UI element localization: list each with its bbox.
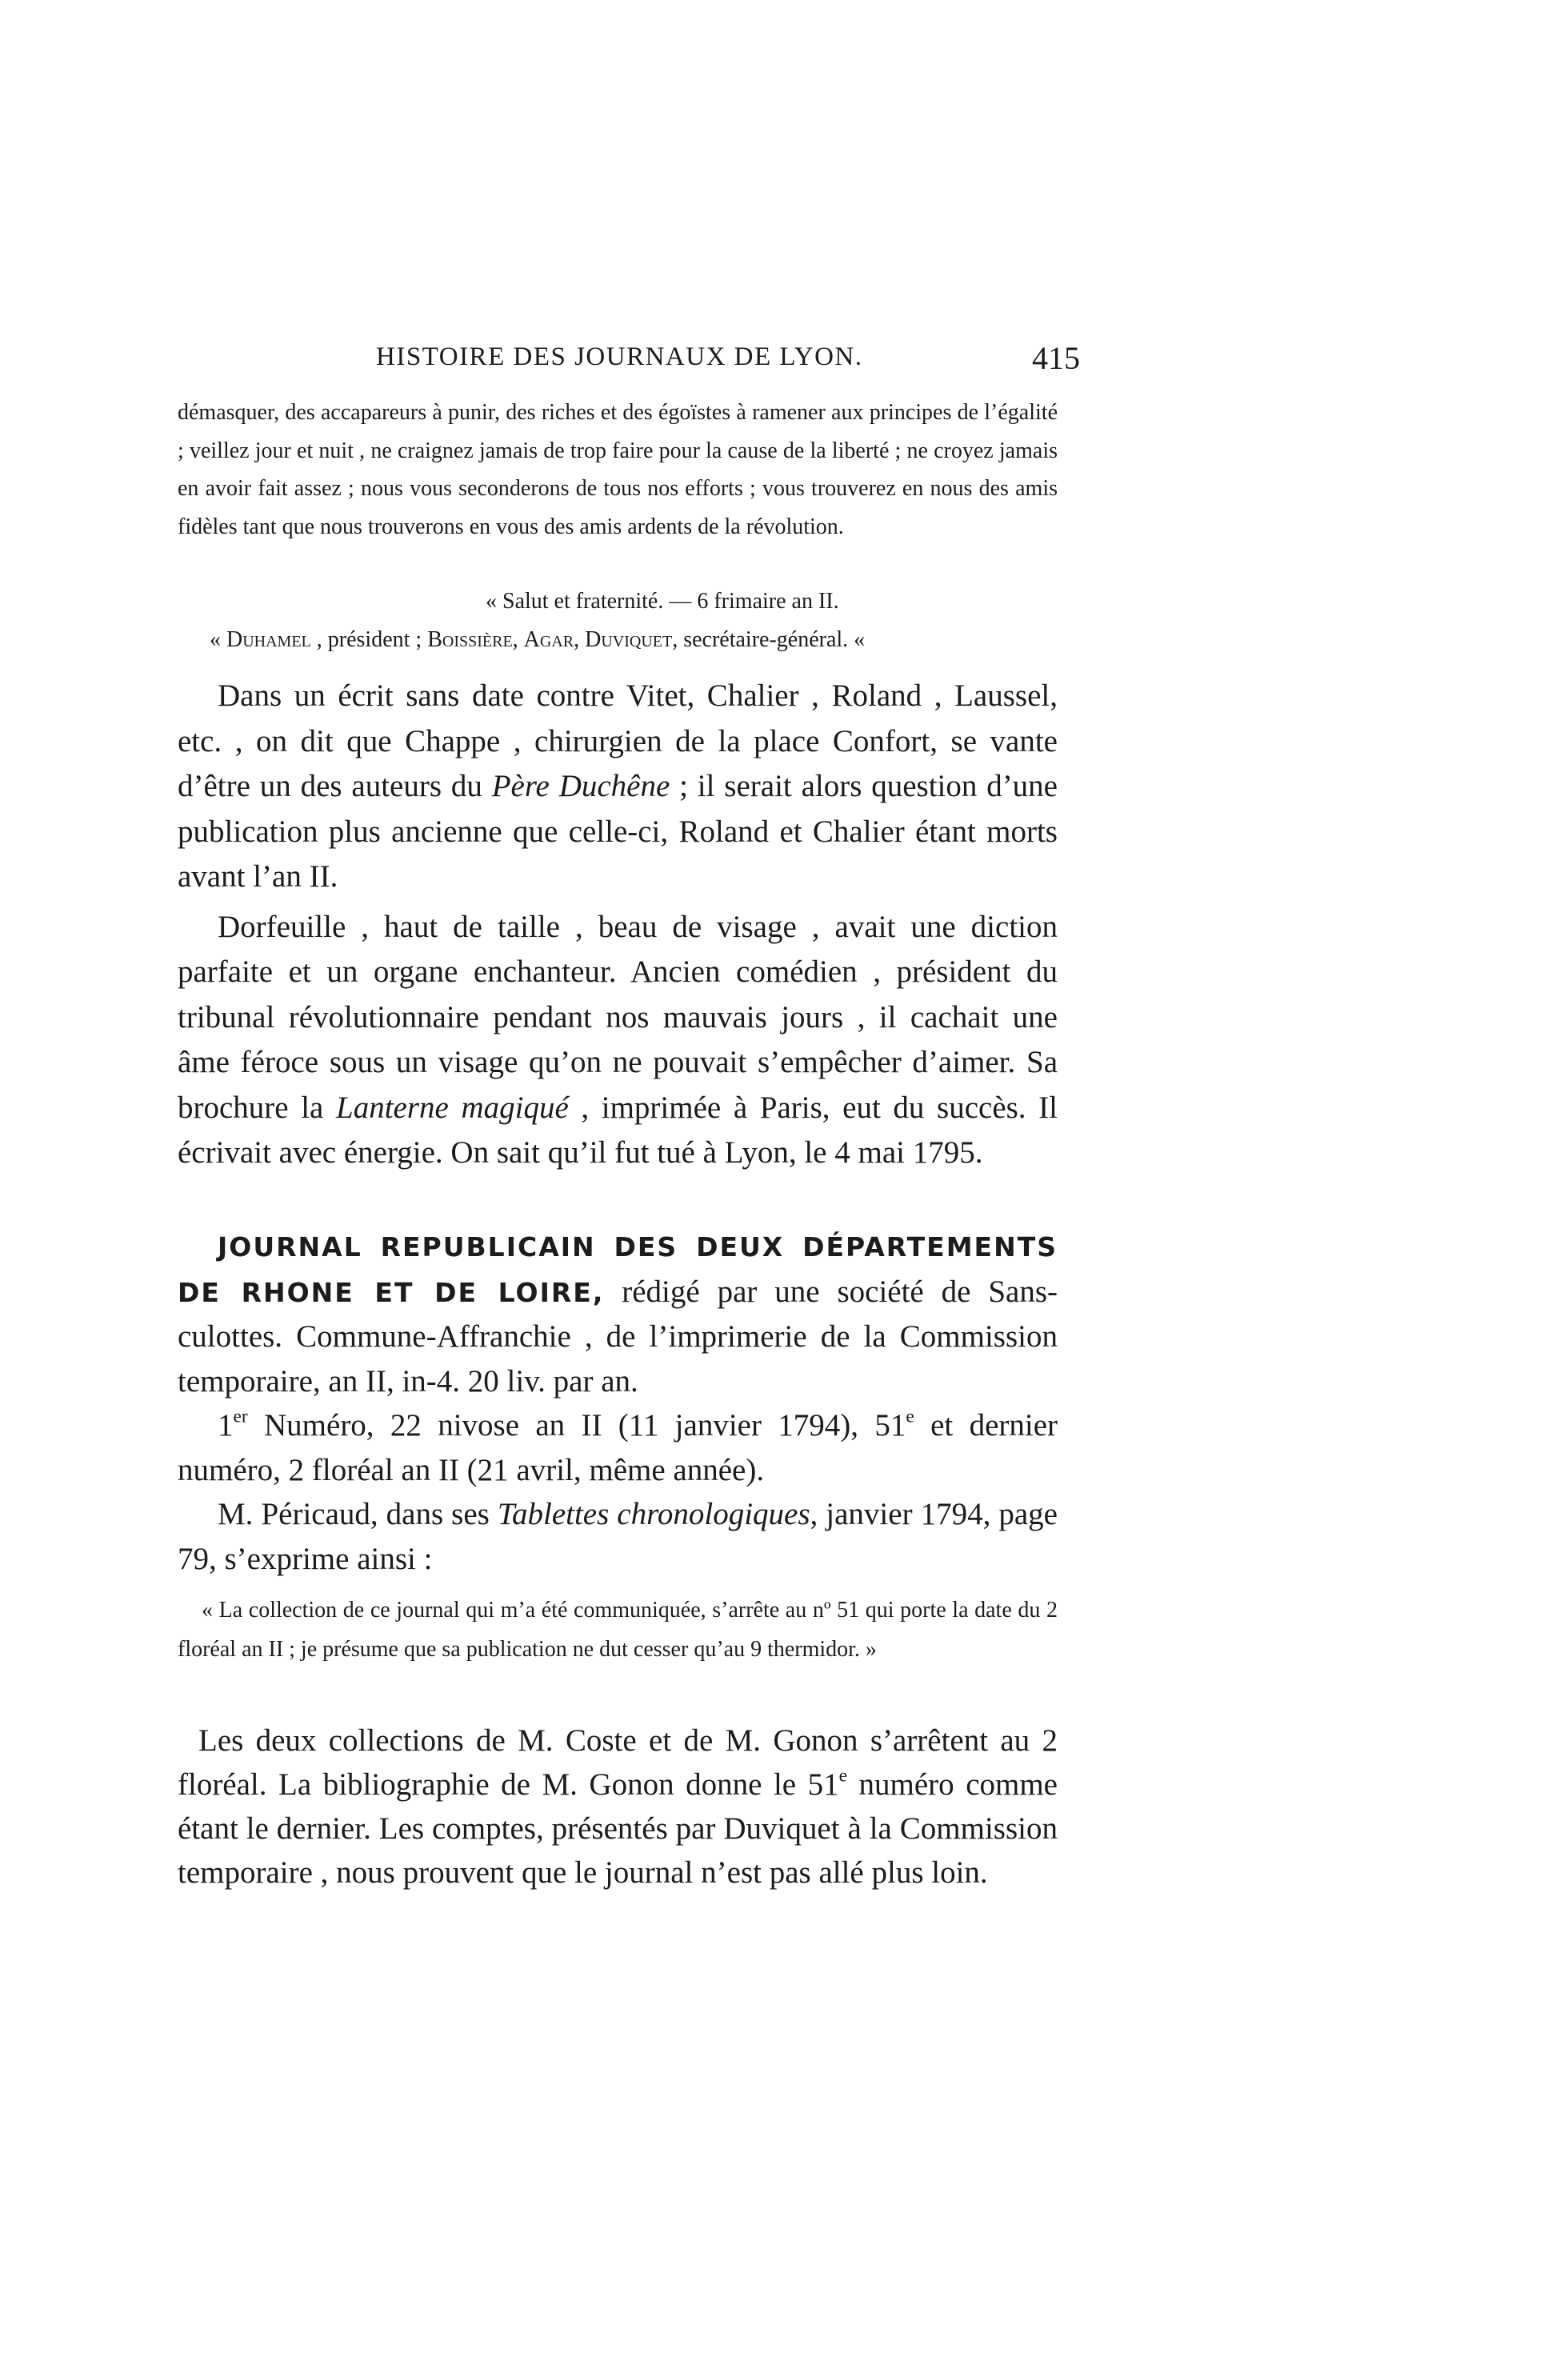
separator: , [512, 627, 524, 652]
signoff [178, 582, 1058, 659]
superscript: e [906, 1406, 914, 1427]
quote-text: démasquer, des accapareurs à punir, des riches et des égoïstes à ramener aux principes de l’égalité ; veillez jour et nuit , ne craignez jamais de trop faire pour la cause de la liberté ; ne croyez jamais en avoir fait assez ; nous vous seconderons de tous nos efforts ; vous trouverez en nous des amis fidèles tant que nous trouverons en vous des amis ardents de la révolution. [178, 400, 1058, 539]
signatory-duhamel: Duhamel [226, 627, 311, 652]
section-collections [178, 1719, 1058, 1895]
text-run: Dorfeuille , haut de taille , beau de visage , avait une diction parfaite et un organe enchanteur. Ancien comédien , président du tribunal révolutionnaire pendant nos mauvais jours , il cachait une âme féroce sous un visage qu’on ne pouvait s’empêcher d’aimer. Sa brochure la [178, 909, 1058, 1125]
role-secretary: , secrétaire-général. « [672, 627, 866, 652]
superscript: er [233, 1406, 248, 1427]
paragraph [178, 905, 1058, 1176]
paragraph [178, 1224, 1058, 1403]
role-president: , président ; [310, 627, 428, 652]
pericaud-quote [178, 1591, 1058, 1669]
separator: , [574, 627, 586, 652]
text-run: Les deux collections de M. Coste et de M. Gonon s’arrêtent au 2 floréal. La bibliographie de M. Gonon donne le 51 [178, 1723, 1058, 1802]
work-title: Père Duchêne [491, 769, 670, 803]
page-number: 415 [1032, 340, 1080, 376]
section-journal-republicain [178, 1224, 1058, 1581]
paragraph [178, 1403, 1058, 1492]
text-run: ; il serait alors question d’une publication plus ancienne que celle-ci, Roland et Chalier étant morts avant l’an II. [178, 769, 1058, 894]
quote-text: « La collection de ce journal qui m’a été communiquée, s’arrête au nº 51 qui porte la date du 2 floréal an II ; je présume que sa publication ne dut cesser qu’au 9 thermidor. » [178, 1598, 1058, 1662]
open-quote: « [210, 627, 226, 652]
signatory-boissiere: Boissière [427, 627, 513, 652]
running-title: HISTOIRE DES JOURNAUX DE LYON. [376, 342, 863, 371]
text-run: Numéro, 22 nivose an II (11 janvier 1794), 51 [247, 1408, 906, 1443]
section-pere-duchene [178, 674, 1058, 1176]
salut-line: « Salut et fraternité. — 6 frimaire an II. [486, 589, 839, 614]
page-header [376, 342, 1080, 382]
text-run: M. Péricaud, dans ses [218, 1497, 498, 1531]
text-run: 1 [218, 1408, 234, 1443]
paragraph [178, 1719, 1058, 1895]
superscript: e [838, 1765, 848, 1787]
text-run: , imprimée à Paris, eut du succès. Il écrivait avec énergie. On sait qu’il fut tué à Lyon, le 4 mai 1795. [178, 1090, 1058, 1170]
signatories-line [178, 621, 1058, 659]
text-run: , janvier 1794, page 79, s’exprime ainsi : [178, 1497, 1058, 1576]
text-run: et dernier numéro, 2 floréal an II (21 avril, même année). [178, 1408, 1058, 1487]
signatory-agar: Agar [523, 627, 574, 652]
text-run: Dans un écrit sans date contre Vitet, Chalier , Roland , Laussel, etc. , on dit que Chappe , chirurgien de la place Confort, se vante d’être un des auteurs du [178, 678, 1058, 803]
work-title: Lanterne magiqué [336, 1090, 569, 1125]
journal-title: JOURNAL REPUBLICAIN DES DEUX DÉPARTEMENTS DE RHONE ET DE LOIRE, [178, 1231, 1058, 1308]
text-run: numéro comme étant le dernier. Les comptes, présentés par Duviquet à la Commission temporaire , nous prouvent que le journal n’est pas allé plus loin. [178, 1767, 1058, 1890]
paragraph [178, 674, 1058, 900]
quoted-address-continuation [178, 394, 1058, 546]
text-run: rédigé par une société de Sans-culottes. Commune-Affranchie , de l’imprimerie de la Commission temporaire, an II, in-4. 20 liv. par an. [178, 1274, 1058, 1399]
signatory-duviquet: Duviquet [585, 627, 673, 652]
paragraph [178, 1492, 1058, 1581]
work-title: Tablettes chronologiques [497, 1497, 810, 1531]
